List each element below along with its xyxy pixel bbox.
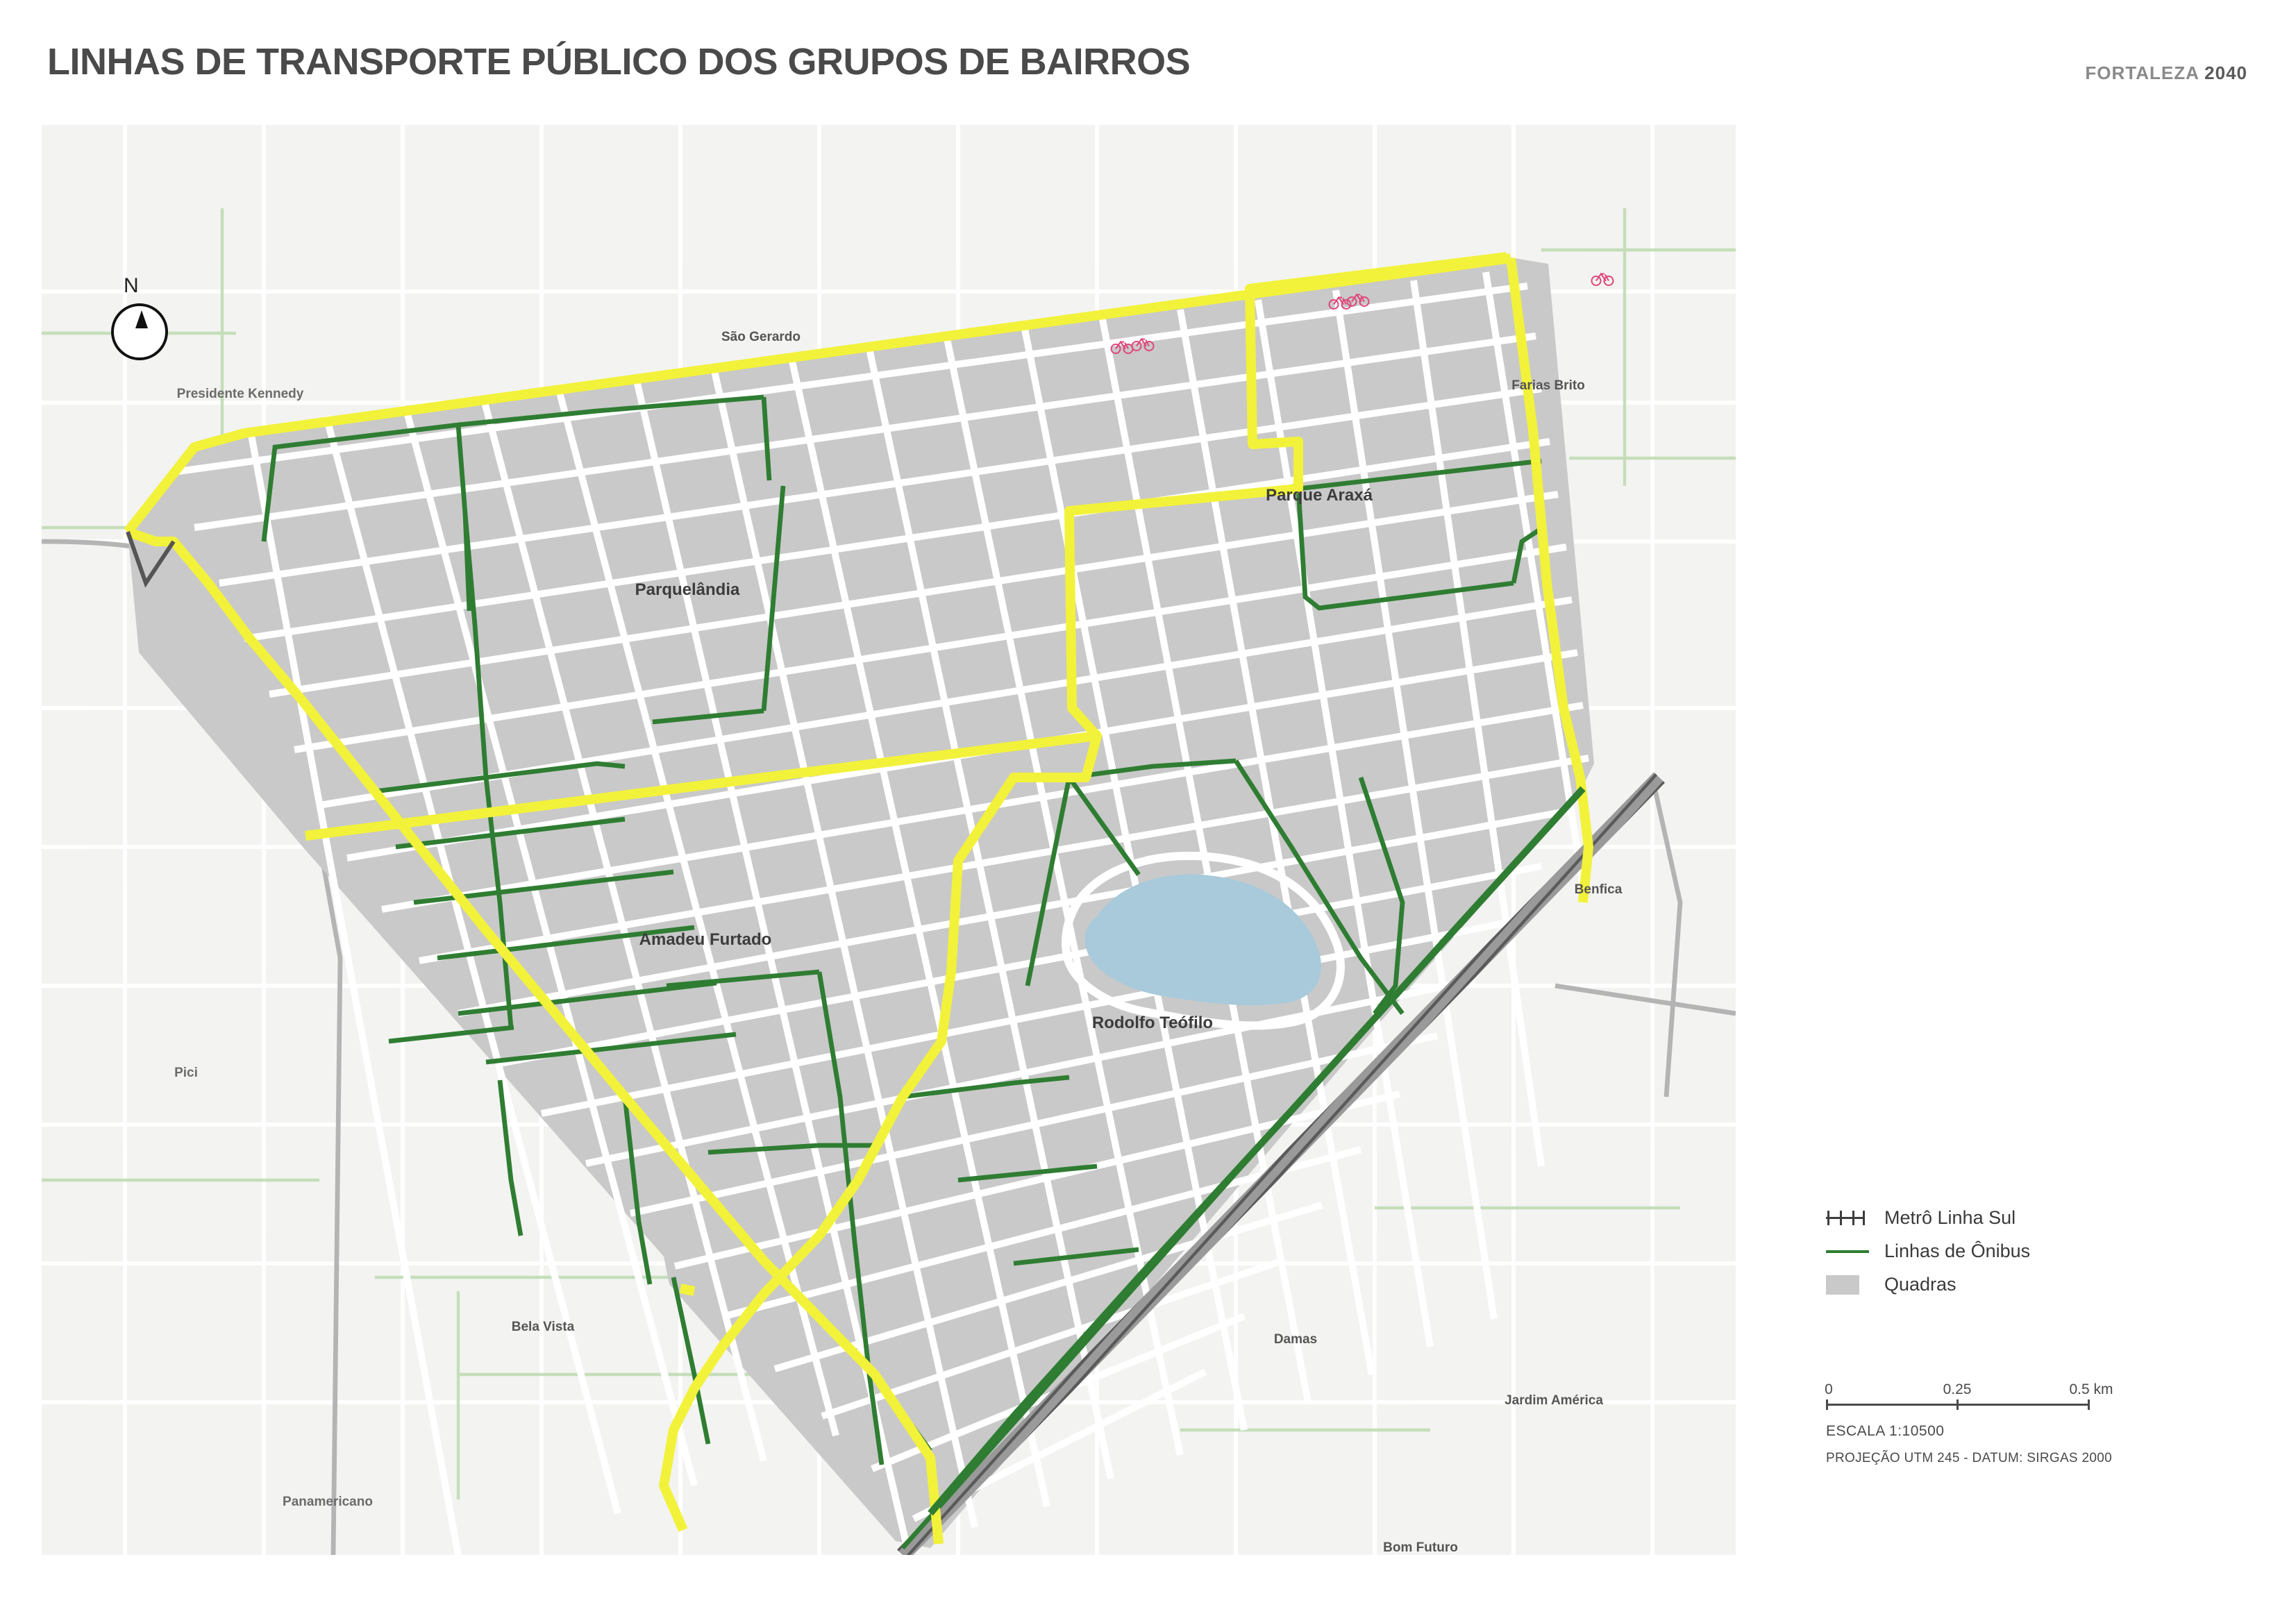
scale-bar [1826,1381,2138,1466]
legend-label-quadras: Quadras [1884,1273,1956,1295]
map-label-neighborhood: Benfica [1574,882,1623,897]
brand-mark [2085,62,2247,84]
legend-label-bus: Linhas de Ônibus [1884,1240,2031,1261]
metro-line-icon [1826,1207,1875,1228]
map-label-neighborhood: Parque Araxá [1266,486,1373,505]
bike-station-icon [1110,337,1134,358]
bus-line-icon [1826,1241,1875,1261]
scale-tick-1: 0.25 [1943,1381,1972,1397]
bike-station-icon [1131,334,1155,355]
map-canvas[interactable] [42,125,1736,1555]
scale-ratio-text: ESCALA 1:10500 [1826,1423,1945,1439]
map-label-adjacent-area: Pici [174,1066,198,1080]
page-title: LINHAS DE TRANSPORTE PÚBLICO DOS GRUPOS DE BAIRROS [47,41,1191,83]
map-label-neighborhood: Farias Brito [1511,378,1585,393]
map-label-neighborhood: Rodolfo Teófilo [1091,1014,1214,1032]
map-label-neighborhood: São Gerardo [721,330,801,344]
map-label-neighborhood: Damas [1273,1332,1318,1347]
map-label-neighborhood: Bom Futuro [1383,1540,1458,1555]
map-label-adjacent-area: Panamericano [283,1495,373,1509]
brand-city: FORTALEZA [2085,62,2199,83]
compass-needle-icon [135,310,148,328]
map-label-neighborhood: Bela Vista [511,1320,575,1334]
compass-rose [104,274,167,364]
brand-year: 2040 [2204,62,2247,83]
map-label-neighborhood: Jardim América [1505,1393,1603,1408]
scale-tick-2: 0.5 km [2069,1381,2113,1397]
compass-north-letter: N [124,274,139,297]
map-label-neighborhood: Parquelândia [635,580,740,599]
map-graphic [42,125,1736,1555]
map-label-adjacent-area: Presidente Kennedy [176,387,304,401]
page-header [0,0,2296,125]
map-label-neighborhood: Amadeu Furtado [639,930,772,949]
block-swatch-icon [1826,1274,1875,1295]
legend-item-metro [1826,1201,2173,1234]
legend-item-quadras [1826,1268,2173,1301]
projection-text: PROJEÇÃO UTM 245 - DATUM: SIRGAS 2000 [1826,1451,2112,1465]
bike-station-icon [1346,289,1370,311]
bike-station-icon [1591,269,1614,290]
scale-tick-0: 0 [1825,1381,1833,1397]
legend-label-metro: Metrô Linha Sul [1884,1206,2016,1228]
legend-item-bus [1826,1234,2173,1268]
compass-needle-lower-icon [135,328,148,346]
map-legend [1826,1201,2173,1301]
scale-ticks [1826,1381,2138,1411]
